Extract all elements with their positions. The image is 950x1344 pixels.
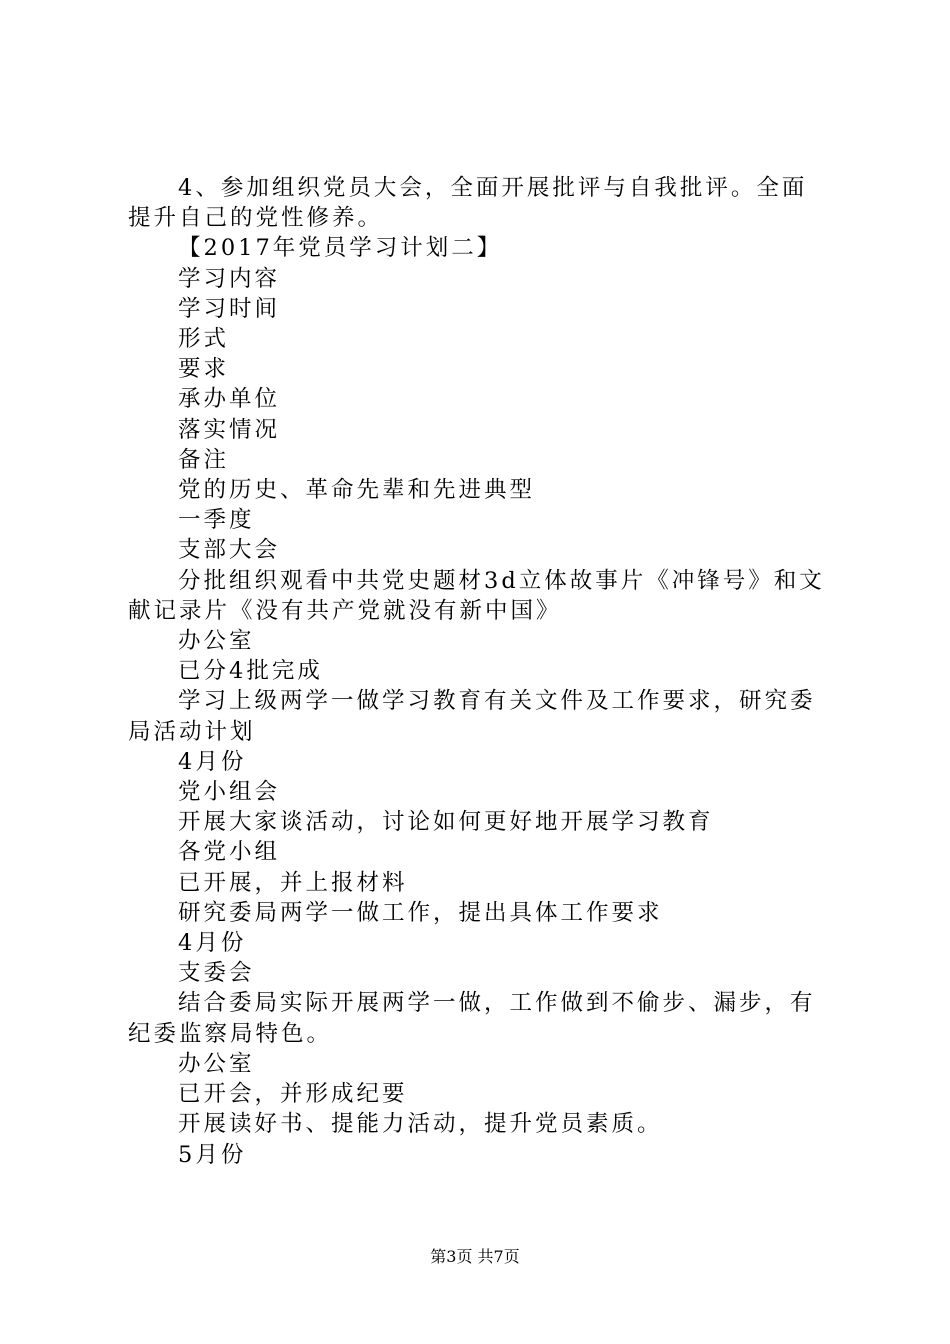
paragraph: 学习时间 — [178, 295, 281, 322]
paragraph: 已开会，并形成纪要 — [178, 1081, 408, 1108]
paragraph: 要求 — [178, 356, 230, 383]
paragraph: 已分4批完成 — [178, 658, 323, 685]
paragraph: 落实情况 — [178, 416, 281, 443]
document-body — [128, 173, 828, 1170]
page-number-footer: 第3页 共7页 — [430, 1247, 520, 1266]
paragraph: 4、参加组织党员大会，全面开展批评与自我批评。全面提升自己的党性修养。 — [128, 175, 808, 232]
paragraph: 4月份 — [178, 748, 247, 775]
paragraph: 5月份 — [178, 1141, 247, 1168]
paragraph: 党小组会 — [178, 779, 281, 806]
paragraph: 承办单位 — [178, 386, 281, 413]
paragraph: 分批组织观看中共党史题材3d立体故事片《冲锋号》和文献记录片《没有共产党就没有新中国》 — [128, 567, 825, 624]
paragraph: 各党小组 — [178, 839, 281, 866]
paragraph: 办公室 — [178, 628, 255, 655]
paragraph: 支部大会 — [178, 537, 281, 564]
paragraph: 学习内容 — [178, 265, 281, 292]
paragraph: 形式 — [178, 326, 230, 353]
section-heading: 【2017年党员学习计划二】 — [178, 235, 503, 262]
paragraph: 结合委局实际开展两学一做，工作做到不偷步、漏步，有纪委监察局特色。 — [128, 990, 816, 1047]
paragraph: 研究委局两学一做工作，提出具体工作要求 — [178, 899, 663, 926]
paragraph: 党的历史、革命先辈和先进典型 — [178, 477, 536, 504]
paragraph: 已开展，并上报材料 — [178, 869, 408, 896]
paragraph: 办公室 — [178, 1050, 255, 1077]
paragraph: 一季度 — [178, 507, 255, 534]
paragraph: 4月份 — [178, 930, 247, 957]
paragraph: 开展大家谈活动，讨论如何更好地开展学习教育 — [178, 809, 714, 836]
paragraph: 学习上级两学一做学习教育有关文件及工作要求，研究委局活动计划 — [128, 688, 816, 745]
paragraph: 备注 — [178, 446, 230, 473]
paragraph: 支委会 — [178, 960, 255, 987]
paragraph: 开展读好书、提能力活动，提升党员素质。 — [178, 1111, 663, 1138]
